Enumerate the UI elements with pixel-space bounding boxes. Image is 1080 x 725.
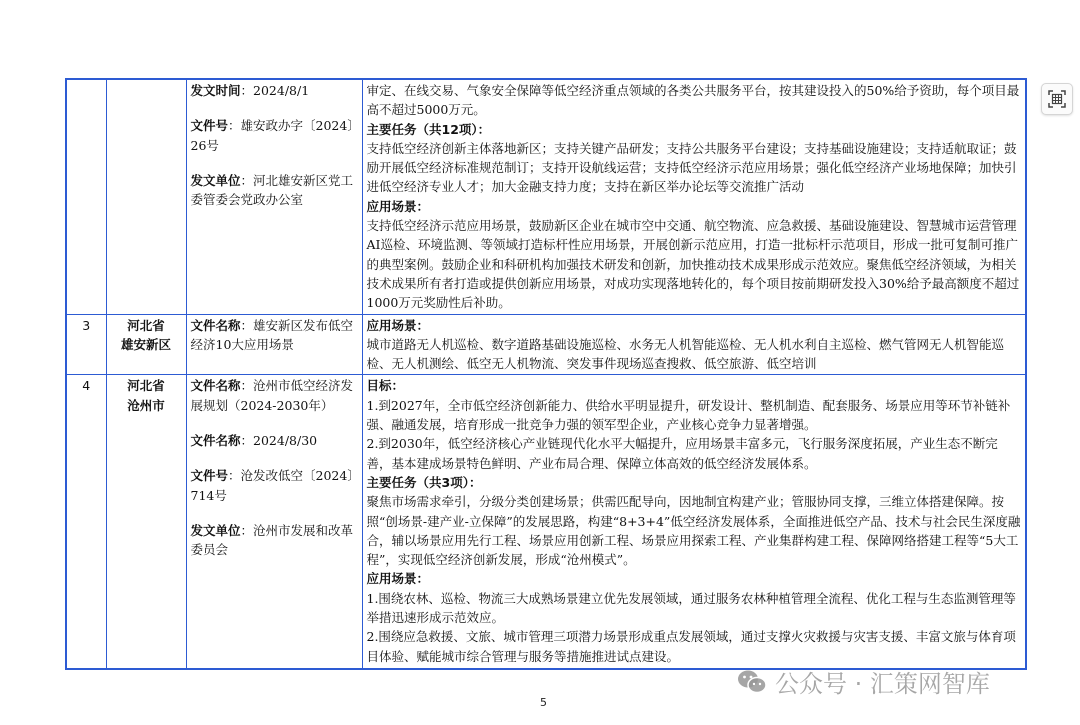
row-number-cell: 4 [66,375,106,669]
scenes-text: 支持低空经济示范应用场景，鼓励新区企业在城市空中交通、航空物流、应急救援、基础设施建设、智慧城市运营管理AI巡检、环境监测、等领域打造标杆性应用场景，开展创新示范应用，打造一批标杆示范项目，形成一批可复制可推广的典型案例。鼓励企业和科研机构加强技术研发和创新，加快推动技术成果形成示范效应。聚焦低空经济领域，为相关技术成果所有者打造或提供创新应用场景，对成功实现落地转化的，每个项目按前期研发投入30%给予最高额度不超过1000万元奖励性后补助。 [366,218,1020,311]
scene-item: 1.围绕农林、巡检、物流三大成熟场景建立优先发展领域，通过服务农林种植管理全流程、优化工程与生态监测管理等举措迅速形成示范效应。 [366,590,1016,626]
goals-heading: 目标： [366,378,405,394]
issuing-unit: 发文单位：河北雄安新区党工委管委会党政办公室 [190,172,354,208]
scenes-heading: 应用场景： [366,198,430,214]
doc-number: 文件号：雄安政办字〔2024〕26号 [190,118,354,153]
qr-scan-icon [1047,89,1067,109]
watermark-text: 公众号 · 汇策网智库 [775,670,990,698]
row-number-cell: 3 [66,314,106,375]
tasks-text: 聚焦市场需求牵引，分级分类创建场景；供需匹配导向，因地制宜构建产业；管服协同支撑，三维立体搭建保障。按照“创场景-建产业-立保障”的发展思路，构建“8+3+4”低空经济发展体系，全面推进低空产品、技术与社会民生深度融合，辅以场景应用先行工程、场景应用创新工程、场景应用探索工程、产业集群构建工程、保障网络搭建工程等“5大工程”，实现低空经济创新发展，形成“沧州模式”。 [366,494,1021,568]
issuing-unit: 发文单位：沧州市发展和改革委员会 [190,522,354,558]
scenes-heading: 应用场景： [366,571,430,587]
doc-date: 文件名称：2024/8/30 [190,433,318,449]
scene-item: 2.围绕应急救援、文旅、城市管理三项潜力场景形成重点发展领域，通过支撑火灾救援与灾害支援、丰富文旅与体育项目体验、赋能城市综合管理与服务等措施推进试点建设。 [366,629,1016,664]
scenes-text: 城市道路无人机巡检、数字道路基础设施巡检、水务无人机智能巡检、无人机水利自主巡检、燃气管网无人机智能巡检、无人机测绘、低空无人机物流、突发事件现场巡查搜救、低空旅游、低空培训 [366,336,1005,372]
page-number: 5 [540,696,547,709]
qr-scan-button[interactable] [1041,83,1073,115]
content-cell [362,314,1026,375]
content-cell [362,375,1026,669]
row-number-cell [66,79,106,314]
content-cell [362,79,1026,314]
tasks-heading: 主要任务（共12项）： [366,121,491,137]
doc-info-cell [186,79,362,314]
goal-item: 2.到2030年，低空经济核心产业链现代化水平大幅提升，应用场景丰富多元，飞行服务深度拓展，产业生态不断完善，基本建成场景特色鲜明、产业布局合理、保障立体高效的低空经济发展体系。 [366,436,998,471]
doc-number: 文件号：沧发改低空〔2024〕714号 [190,468,354,503]
table-row [66,375,1026,669]
doc-name: 文件名称：雄安新区发布低空经济10大应用场景 [190,317,354,352]
scenes-heading: 应用场景： [366,317,430,333]
doc-info-cell [186,375,362,669]
table-row [66,79,1026,314]
intro-text: 审定、在线交易、气象安全保障等低空经济重点领域的各类公共服务平台，按其建设投入的50%给予资助，每个项目最高不超过5000万元。 [366,83,1020,118]
region-cell: 河北省 雄安新区 [106,314,186,375]
policy-table [65,78,1027,670]
issue-time: 发文时间：2024/8/1 [190,83,310,98]
goal-item: 1.到2027年，全市低空经济创新能力、供给水平明显提升，研发设计、整机制造、配套服务、场景应用等环节补链补强、融通发展，培育形成一批竞争力强的领军型企业，产业核心竞争力显著增强。 [366,397,1011,433]
wechat-icon [737,669,767,695]
region-cell [106,79,186,314]
table-row [66,314,1026,375]
doc-name: 文件名称：沧州市低空经济发展规划（2024-2030年） [190,378,354,413]
region-cell: 河北省 沧州市 [106,375,186,669]
doc-info-cell [186,314,362,375]
watermark [737,664,990,699]
tasks-heading: 主要任务（共3项）： [366,474,482,490]
tasks-text: 支持低空经济创新主体落地新区；支持关键产品研发；支持公共服务平台建设；支持基础设施建设；支持适航取证；鼓励开展低空经济标准规范制订；支持开设航线运营；支持低空经济示范应用场景；强化低空经济产业场地保障；加快引进低空经济专业人才；加大金融支持力度；支持在新区举办论坛等交流推广活动 [366,140,1017,195]
